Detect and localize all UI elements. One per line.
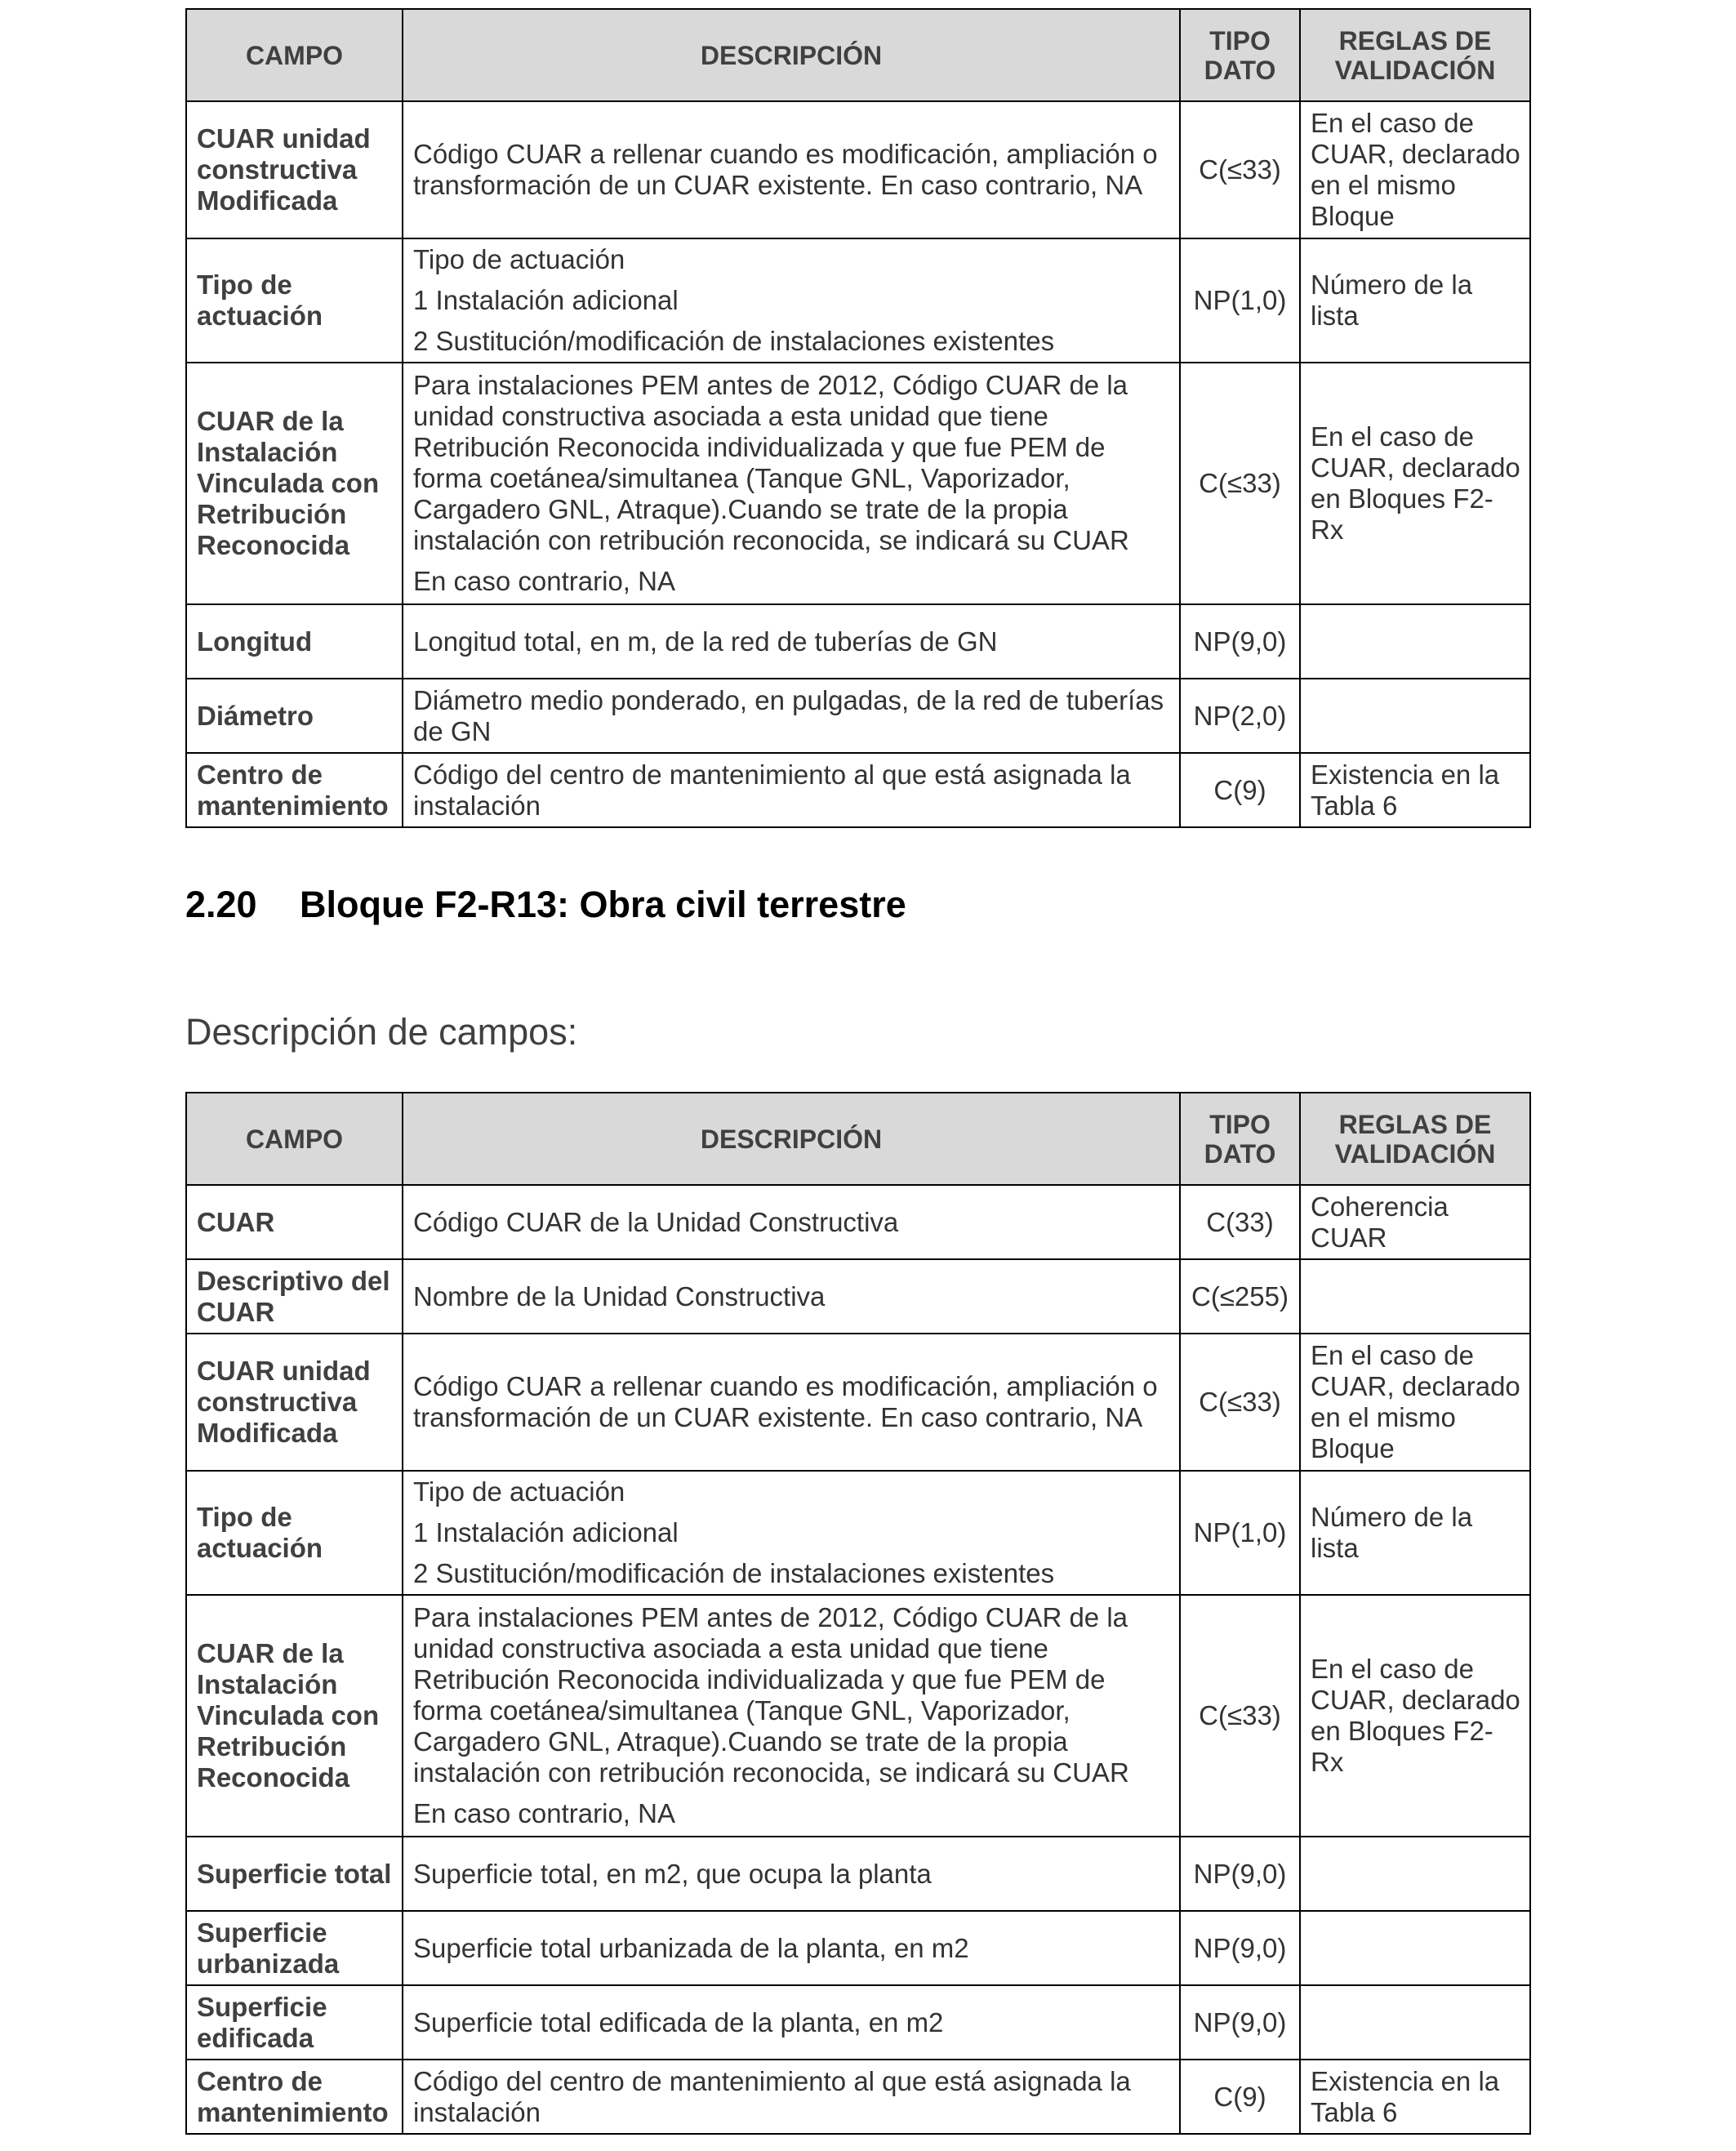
header-reglas-validacion: REGLAS DE VALIDACIÓN [1300, 1093, 1530, 1185]
table-row [186, 679, 1530, 753]
table-row [186, 1595, 1530, 1837]
description-line: 2 Sustitución/modificación de instalaciones existentes [413, 326, 1055, 356]
cell-descripcion [403, 1471, 1180, 1595]
header-descripcion: DESCRIPCIÓN [403, 9, 1180, 101]
cell-campo: CUAR de la Instalación Vinculada con Retribución Reconocida [186, 363, 403, 604]
cell-reglas-validacion: En el caso de CUAR, declarado en el mismo Bloque [1300, 101, 1530, 238]
cell-descripcion [403, 1985, 1180, 2060]
table-top-body [186, 101, 1530, 827]
table-row [186, 1259, 1530, 1334]
cell-tipo-dato: NP(1,0) [1180, 1471, 1300, 1595]
header-descripcion: DESCRIPCIÓN [403, 1093, 1180, 1185]
cell-descripcion [403, 753, 1180, 827]
cell-reglas-validacion: Existencia en la Tabla 6 [1300, 2060, 1530, 2134]
cell-reglas-validacion [1300, 1837, 1530, 1911]
cell-reglas-validacion: Número de la lista [1300, 1471, 1530, 1595]
header-tipo-dato: TIPO DATO [1180, 9, 1300, 101]
description-line: Superficie total, en m2, que ocupa la planta [413, 1858, 932, 1889]
cell-tipo-dato: NP(9,0) [1180, 1837, 1300, 1911]
description-line: Para instalaciones PEM antes de 2012, Código CUAR de la unidad constructiva asociada a esta unidad que tiene Retribución Reconocida individualizada y que fue PEM de forma coetánea/simultanea (Tanque GNL, Vaporizador, Cargadero GNL, Atraque).Cuando se trate de la propia instalación con retribución reconocida, se indicará su CUAR [413, 370, 1129, 555]
cell-campo: CUAR de la Instalación Vinculada con Retribución Reconocida [186, 1595, 403, 1837]
cell-tipo-dato: NP(1,0) [1180, 238, 1300, 363]
table-header-row [186, 1093, 1530, 1185]
description-line: Diámetro medio ponderado, en pulgadas, de la red de tuberías de GN [413, 684, 1164, 746]
cell-campo: CUAR unidad constructiva Modificada [186, 1334, 403, 1471]
cell-descripcion [403, 238, 1180, 363]
cell-campo: CUAR unidad constructiva Modificada [186, 101, 403, 238]
description-line: En caso contrario, NA [413, 566, 675, 596]
cell-descripcion [403, 1259, 1180, 1334]
cell-tipo-dato: C(33) [1180, 1185, 1300, 1259]
cell-descripcion [403, 1334, 1180, 1471]
cell-tipo-dato: C(≤33) [1180, 1595, 1300, 1837]
cell-descripcion [403, 679, 1180, 753]
description-line: Longitud total, en m, de la red de tuberías de GN [413, 626, 998, 657]
cell-campo: Centro de mantenimiento [186, 753, 403, 827]
cell-reglas-validacion: Existencia en la Tabla 6 [1300, 753, 1530, 827]
cell-tipo-dato: C(≤33) [1180, 363, 1300, 604]
cell-tipo-dato: C(≤255) [1180, 1259, 1300, 1334]
cell-tipo-dato: NP(9,0) [1180, 604, 1300, 679]
description-line: Tipo de actuación [413, 244, 625, 274]
header-tipo-dato: TIPO DATO [1180, 1093, 1300, 1185]
cell-campo: Superficie urbanizada [186, 1911, 403, 1985]
cell-descripcion [403, 2060, 1180, 2134]
table-row [186, 1334, 1530, 1471]
description-line: Código del centro de mantenimiento al que está asignada la instalación [413, 2065, 1131, 2127]
cell-tipo-dato: C(9) [1180, 2060, 1300, 2134]
table-bottom-body [186, 1185, 1530, 2134]
header-campo: CAMPO [186, 9, 403, 101]
cell-campo: Longitud [186, 604, 403, 679]
description-line: 1 Instalación adicional [413, 1517, 679, 1548]
header-campo: CAMPO [186, 1093, 403, 1185]
section-title: Bloque F2-R13: Obra civil terrestre [300, 884, 906, 925]
cell-campo: Tipo de actuación [186, 1471, 403, 1595]
cell-tipo-dato: C(≤33) [1180, 101, 1300, 238]
table-row [186, 1911, 1530, 1985]
table-row [186, 363, 1530, 604]
cell-reglas-validacion [1300, 604, 1530, 679]
cell-reglas-validacion: Número de la lista [1300, 238, 1530, 363]
cell-reglas-validacion: En el caso de CUAR, declarado en Bloques F2-Rx [1300, 1595, 1530, 1837]
table-row [186, 1837, 1530, 1911]
section-number: 2.20 [185, 884, 257, 925]
description-line: Código CUAR de la Unidad Constructiva [413, 1206, 899, 1237]
cell-descripcion [403, 1837, 1180, 1911]
cell-tipo-dato: NP(2,0) [1180, 679, 1300, 753]
cell-reglas-validacion [1300, 679, 1530, 753]
cell-campo: CUAR [186, 1185, 403, 1259]
cell-campo: Diámetro [186, 679, 403, 753]
table-row [186, 1471, 1530, 1595]
description-line: Tipo de actuación [413, 1476, 625, 1507]
description-line: En caso contrario, NA [413, 1798, 675, 1828]
table-row [186, 1985, 1530, 2060]
description-line: Código CUAR a rellenar cuando es modificación, ampliación o transformación de un CUAR existente. En caso contrario, NA [413, 1371, 1158, 1432]
cell-campo: Descriptivo del CUAR [186, 1259, 403, 1334]
description-line: Superficie total urbanizada de la planta, en m2 [413, 1932, 969, 1963]
cell-descripcion [403, 1595, 1180, 1837]
header-reglas-validacion: REGLAS DE VALIDACIÓN [1300, 9, 1530, 101]
table-row [186, 238, 1530, 363]
cell-reglas-validacion: En el caso de CUAR, declarado en el mismo Bloque [1300, 1334, 1530, 1471]
cell-descripcion [403, 363, 1180, 604]
description-line: 2 Sustitución/modificación de instalaciones existentes [413, 1558, 1055, 1588]
table-row [186, 101, 1530, 238]
cell-campo: Centro de mantenimiento [186, 2060, 403, 2134]
cell-descripcion [403, 1185, 1180, 1259]
cell-tipo-dato: NP(9,0) [1180, 1985, 1300, 2060]
section-heading [185, 884, 906, 926]
table-row [186, 753, 1530, 827]
cell-descripcion [403, 1911, 1180, 1985]
description-line: Código CUAR a rellenar cuando es modificación, ampliación o transformación de un CUAR existente. En caso contrario, NA [413, 139, 1158, 200]
cell-reglas-validacion: Coherencia CUAR [1300, 1185, 1530, 1259]
fields-table-top [185, 8, 1531, 828]
section-subtitle: Descripción de campos: [185, 1011, 578, 1053]
cell-descripcion [403, 101, 1180, 238]
description-line: Superficie total edificada de la planta, en m2 [413, 2006, 944, 2037]
cell-campo: Superficie total [186, 1837, 403, 1911]
description-line: Para instalaciones PEM antes de 2012, Código CUAR de la unidad constructiva asociada a esta unidad que tiene Retribución Reconocida individualizada y que fue PEM de forma coetánea/simultanea (Tanque GNL, Vaporizador, Cargadero GNL, Atraque).Cuando se trate de la propia instalación con retribución reconocida, se indicará su CUAR [413, 1602, 1129, 1788]
cell-descripcion [403, 604, 1180, 679]
table-row [186, 2060, 1530, 2134]
table-header-row [186, 9, 1530, 101]
description-line: Código del centro de mantenimiento al que está asignada la instalación [413, 759, 1131, 821]
table-row [186, 604, 1530, 679]
cell-reglas-validacion [1300, 1985, 1530, 2060]
fields-table-bottom [185, 1092, 1531, 2135]
cell-reglas-validacion: En el caso de CUAR, declarado en Bloques F2-Rx [1300, 363, 1530, 604]
description-line: Nombre de la Unidad Constructiva [413, 1280, 826, 1312]
cell-campo: Superficie edificada [186, 1985, 403, 2060]
cell-tipo-dato: NP(9,0) [1180, 1911, 1300, 1985]
cell-reglas-validacion [1300, 1259, 1530, 1334]
table-row [186, 1185, 1530, 1259]
cell-tipo-dato: C(9) [1180, 753, 1300, 827]
cell-campo: Tipo de actuación [186, 238, 403, 363]
cell-reglas-validacion [1300, 1911, 1530, 1985]
cell-tipo-dato: C(≤33) [1180, 1334, 1300, 1471]
description-line: 1 Instalación adicional [413, 285, 679, 315]
